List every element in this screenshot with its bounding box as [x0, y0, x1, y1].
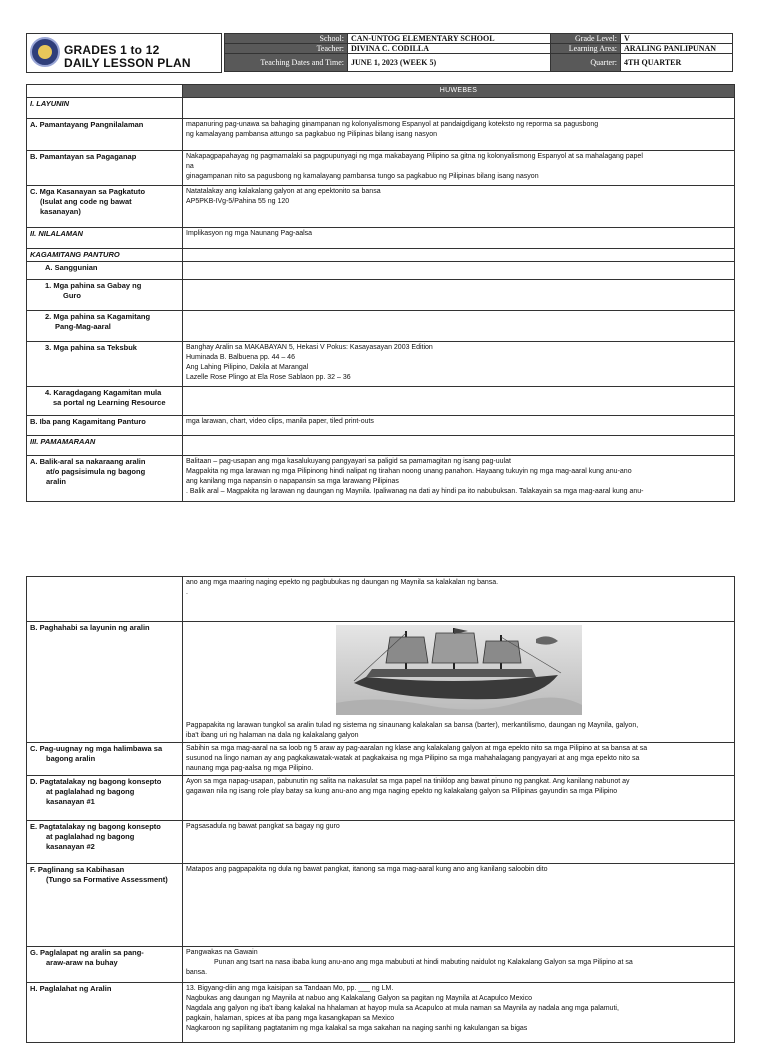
lesson-plan-table-page2 — [26, 576, 735, 1043]
pamamaraan-content — [183, 436, 735, 456]
layunin-heading: I. LAYUNIN — [27, 98, 183, 119]
pamantayan-pagaganap-label: B. Pamantayan sa Pagaganap — [27, 151, 183, 186]
school-label: School: — [225, 34, 348, 44]
nilalaman-heading: II. NILALAMAN — [27, 228, 183, 249]
pag-uugnay-content — [183, 743, 735, 776]
area-value: ARALING PANLIPUNAN — [621, 44, 733, 54]
paglinang-content: Matapos ang pagpapakita ng dula ng bawat pangkat, itanong sa mga mag-aaral kung ano ang kanilang saloobin dito — [183, 864, 735, 947]
sanggunian-content — [183, 262, 735, 280]
label-line: G. Paglalapat ng aralin sa pang- — [30, 948, 144, 957]
label-line: C. Mga Kasanayan sa Pagkatuto — [30, 187, 146, 196]
kagamitang-magaaral-label — [27, 311, 183, 342]
text-line: Banghay Aralin sa MAKABAYAN 5, Hekasi V Pokus: Kasayasayan 2003 Edition — [186, 344, 433, 351]
label-line: kasanayan #2 — [46, 842, 95, 851]
kagamitang-magaaral-content — [183, 311, 735, 342]
konsepto-1-content — [183, 776, 735, 821]
galleon-ship-icon — [336, 625, 582, 715]
text-line: Nagkaroon ng sapilitang pagtatanim ng mga kalakal sa mga sakahan na naging sanhi ng kakulangan sa bigas — [186, 1025, 528, 1032]
text-line: Nagbukas ang daungan ng Maynila at nabuo ang Kalakalang Galyon sa pagitan ng Maynila at Acapulco Mexico — [186, 995, 532, 1002]
pamantayan-pagaganap-content — [183, 151, 735, 186]
karagdagang-kagamitan-content — [183, 387, 735, 416]
gabay-guro-content — [183, 280, 735, 311]
school-info-table — [224, 33, 733, 72]
text-line: Ayon sa mga napag-usapan, pabunutin ng salita na nakasulat sa mga papel na tiniklop ang bawat pinuno ng pangkat. Ang kanilang nabunot ay — [186, 778, 630, 785]
balik-aral-label — [27, 456, 183, 502]
quarter-value: 4TH QUARTER — [621, 54, 733, 72]
paghahabi-label: B. Paghahabi sa layunin ng aralin — [27, 622, 183, 743]
pamantayang-pangnilalaman-content — [183, 119, 735, 151]
label-line: (Tungo sa Formative Assessment) — [46, 875, 168, 884]
text-line: Punan ang tsart na nasa ibaba kung anu-ano ang mga mabubuti at hindi mabuting naidulot ng Kalakalang Galyon sa mga Pilipino at sa — [214, 959, 633, 966]
text-line: gagawan nila ng isang role play batay sa kung anu-ano ang mga naging epekto ng kalakalang galyon sa Pilipinas gayundin sa mga Pilipino — [186, 788, 618, 795]
label-line: Guro — [63, 291, 81, 300]
text-line: Huminada B. Balbuena pp. 44 – 46 — [186, 354, 295, 361]
balik-aral-content — [183, 456, 735, 502]
paglalapat-content — [183, 947, 735, 983]
paglinang-label — [27, 864, 183, 947]
label-line: araw-araw na buhay — [46, 958, 118, 967]
label-line: 2. Mga pahina sa Kagamitang — [45, 312, 151, 321]
label-line: C. Pag-uugnay ng mga halimbawa sa — [30, 744, 163, 753]
text-line: susunod na lingo naman ay ang pagkakawatak-watak at pagkakaisa ng mga Pilipino sa mga mahahalagang pangyayari at ang mga epekto nito sa — [186, 755, 640, 762]
text-line: AP5PKB-IVg-5/Pahina 55 ng 120 — [186, 198, 290, 205]
continuation-label — [27, 577, 183, 622]
text-line: . Balik aral – Magpakita ng larawan ng daungan ng Maynila. Ipaliwanag na dati ay hindi pa ito nabubuksan. Talakayain sa mga mag-aaral kung anu- — [186, 488, 644, 495]
iba-pang-kagamitan-content: mga larawan, chart, video clips, manila paper, tiled print-outs — [183, 416, 735, 436]
grade-label: Grade Level: — [551, 34, 621, 44]
konsepto-2-content: Pagsasadula ng bawat pangkat sa bagay ng guro — [183, 821, 735, 864]
label-line: F. Paglinang sa Kabihasan — [30, 865, 125, 874]
title-line-1: GRADES 1 to 12 — [64, 43, 160, 57]
lesson-plan-table-page1 — [26, 84, 735, 502]
pag-uugnay-label — [27, 743, 183, 776]
gabay-guro-label — [27, 280, 183, 311]
text-line: Ang Lahing Pilipino, Dakila at Marangal — [186, 364, 309, 371]
teksbuk-content — [183, 342, 735, 387]
area-label: Learning Area: — [551, 44, 621, 54]
teacher-value: DIVINA C. CODILLA — [348, 44, 551, 54]
text-line: Magpakita ng mga larawan ng mga Pilipinong hindi nalipat ng tirahan noong unang panahon. Hayaang tukuyin ng mga mag-aaral kung anu-ano — [186, 468, 632, 475]
text-line: Sabihin sa mga mag-aaral na sa loob ng 5 araw ay pag-aaralan ng klase ang kalakalang galyon at mga epekto nito sa mga Pilipino at sa bansa at sa — [186, 745, 648, 752]
layunin-content — [183, 98, 735, 119]
kagamitang-panturo-heading: KAGAMITANG PANTURO — [27, 249, 183, 262]
text-line: Balitaan – pag-usapan ang mga kasalukuyang pangyayari sa paligid sa pamamagitan ng isang pag-uulat — [186, 458, 511, 465]
kasanayan-content — [183, 186, 735, 228]
iba-pang-kagamitan-label: B. Iba pang Kagamitang Panturo — [27, 416, 183, 436]
label-line: D. Pagtatalakay ng bagong konsepto — [30, 777, 162, 786]
text-line: iba't ibang uri ng halaman na dala ng kalakalang galyon — [186, 732, 359, 739]
text-line: ng kamalayang pambansa attungo sa pagkabuo ng Pilipinas bilang isang nasyon — [186, 131, 438, 138]
label-line: (Isulat ang code ng bawat — [40, 197, 132, 206]
text-line: ano ang mga maaring naging epekto ng pagbubukas ng daungan ng Maynila sa kalakalan ng bansa. — [186, 579, 499, 586]
text-line: . — [186, 589, 188, 596]
label-line: E. Pagtatalakay ng bagong konsepto — [30, 822, 161, 831]
dates-value: JUNE 1, 2023 (WEEK 5) — [348, 54, 551, 72]
kagamitang-panturo-content — [183, 249, 735, 262]
label-line: kasanayan) — [40, 207, 81, 216]
text-line: ginagampanan nito sa pagusbong ng kamalayang pambansa tungo sa pagkabuo ng Pilipinas bilang isang nasyon — [186, 173, 539, 180]
label-line: at paglalahad ng bagong — [46, 787, 135, 796]
document-title — [64, 44, 191, 70]
seal-center — [38, 45, 52, 59]
label-line: A. Balik-aral sa nakaraang aralin — [30, 457, 146, 466]
text-line: Nagdala ang galyon ng iba't ibang kalakal na hhalaman at hayop mula sa Acapulco at mula naman sa Maynila ay nadala ang mga palamuti, — [186, 1005, 619, 1012]
paglalapat-label — [27, 947, 183, 983]
paglalahat-content — [183, 983, 735, 1043]
label-line: 1. Mga pahina sa Gabay ng — [45, 281, 142, 290]
konsepto-1-label — [27, 776, 183, 821]
label-line: 4. Karagdagang Kagamitan mula — [45, 388, 162, 397]
karagdagang-kagamitan-label — [27, 387, 183, 416]
label-line: Pang-Mag-aaral — [55, 322, 111, 331]
text-line: Pagpapakita ng larawan tungkol sa aralin tulad ng sistema ng sinaunang kalakalan sa bansa (barter), merkantilismo, daungan ng Maynila, galyon, — [186, 722, 639, 729]
text-line: Nakapagpapahayag ng pagmamalaki sa pagpupunyagi ng mga makabayang Pilipino sa gitna ng kolonyalismong Espanyol at sa mahalagang papel — [186, 153, 643, 160]
sanggunian-label: A. Sanggunian — [27, 262, 183, 280]
text-line: Pangwakas na Gawain — [186, 949, 258, 956]
pamantayang-pangnilalaman-label: A. Pamantayang Pangnilalaman — [27, 119, 183, 151]
teksbuk-label: 3. Mga pahina sa Teksbuk — [27, 342, 183, 387]
quarter-label: Quarter: — [551, 54, 621, 72]
title-line-2: DAILY LESSON PLAN — [64, 56, 191, 70]
text-line: bansa. — [186, 969, 208, 976]
dates-label: Teaching Dates and Time: — [225, 54, 348, 72]
pamamaraan-heading: III. PAMAMARAAN — [27, 436, 183, 456]
text-line: Natatalakay ang kalakalang galyon at ang epektonito sa bansa — [186, 188, 381, 195]
teacher-label: Teacher: — [225, 44, 348, 54]
continuation-content — [183, 577, 735, 622]
label-line: at/o pagsisimula ng bagong — [46, 467, 146, 476]
text-line: ang kanilang mga napansin o napapansin sa mga larawang Pilipinas — [186, 478, 399, 485]
paglalahat-label: H. Paglalahat ng Aralin — [27, 983, 183, 1043]
label-line: at paglalahad ng bagong — [46, 832, 135, 841]
school-value: CAN-UNTOG ELEMENTARY SCHOOL — [348, 34, 551, 44]
kasanayan-label — [27, 186, 183, 228]
konsepto-2-label — [27, 821, 183, 864]
text-line: naunang mga pag-aalsa ng mga Pilipino. — [186, 765, 314, 772]
text-line: Lazelle Rose Plingo at Ela Rose Sablaon pp. 32 – 36 — [186, 374, 351, 381]
label-line: bagong aralin — [46, 754, 96, 763]
nilalaman-content: Implikasyon ng mga Naunang Pag-aalsa — [183, 228, 735, 249]
day-header: HUWEBES — [183, 85, 735, 98]
label-line: kasanayan #1 — [46, 797, 95, 806]
label-line: aralin — [46, 477, 67, 486]
text-line: 13. Bigyang-diin ang mga kaisipan sa Tandaan Mo, pp. ___ ng LM. — [186, 985, 394, 992]
blank-corner — [27, 85, 183, 98]
label-line: sa portal ng Learning Resource — [53, 398, 166, 407]
text-line: na — [186, 163, 194, 170]
paghahabi-content — [183, 622, 735, 743]
grade-value: V — [621, 34, 733, 44]
text-line: pagkain, halaman, spices at iba pang mga kasangkapan sa Mexico — [186, 1015, 395, 1022]
text-line: mapanuring pag-unawa sa bahaging ginampanan ng kolonyalismong Espanyol at pandaigdigang koteksto ng reporma sa pagusbong — [186, 121, 599, 128]
